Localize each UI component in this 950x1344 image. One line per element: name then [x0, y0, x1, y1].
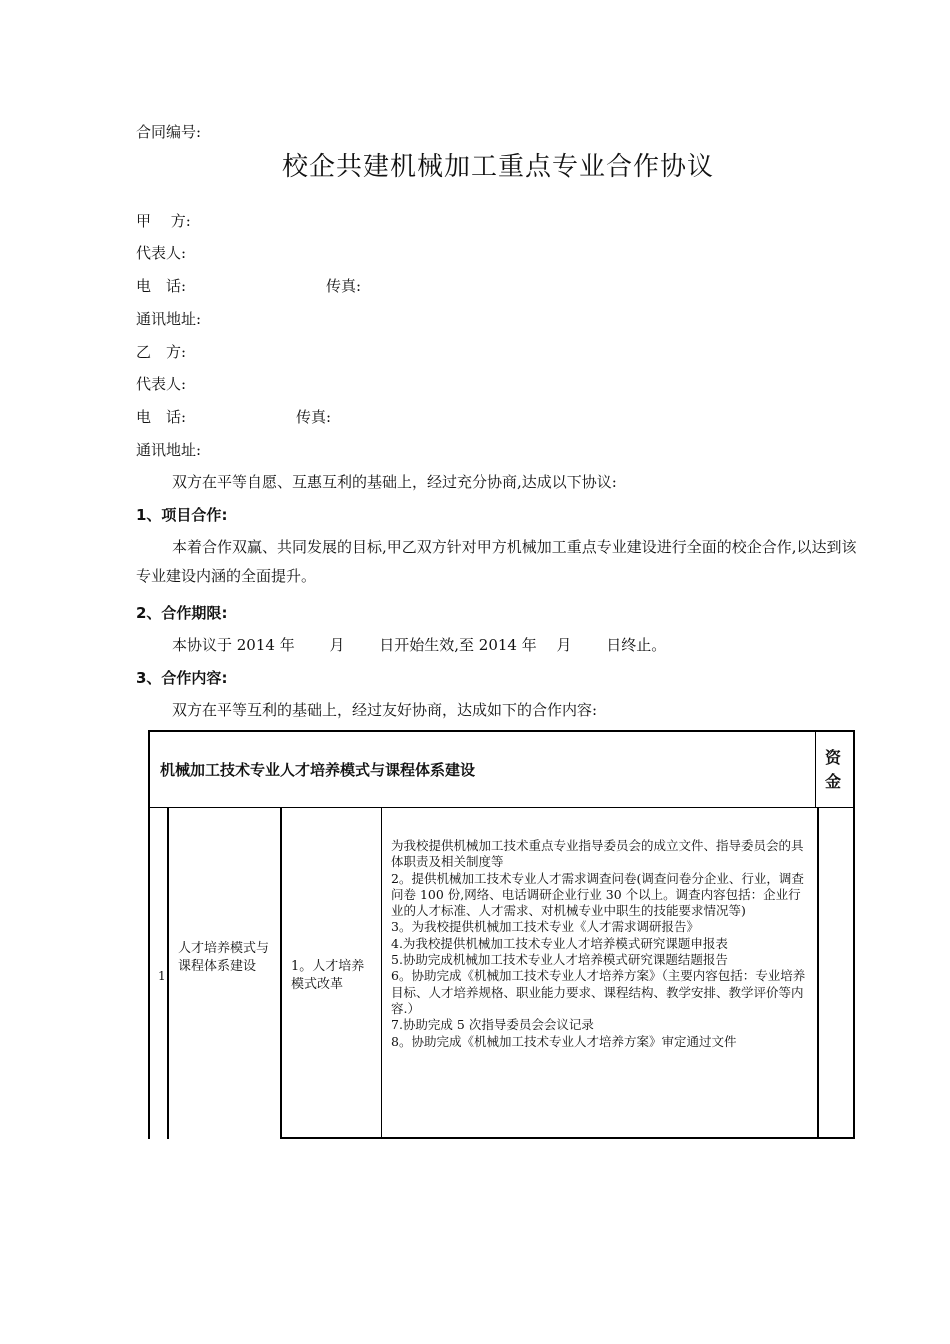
- intro-text: 双方在平等自愿、互惠互利的基础上，经过充分协商,达成以下协议:: [172, 473, 617, 491]
- detail-item: 为我校提供机械加工技术重点专业指导委员会的成立文件、指导委员会的具体职责及相关制度等: [391, 838, 804, 870]
- section-3-heading: 3、合作内容:: [136, 669, 228, 687]
- table-col-divider-2: [280, 807, 282, 1139]
- party-a-label: 甲 方:: [136, 212, 191, 230]
- table-left-border: [148, 730, 150, 1139]
- party-b-address: 通讯地址:: [136, 441, 202, 459]
- detail-item: 3。为我校提供机械加工技术专业《人才需求调研报告》: [391, 919, 699, 935]
- table-header-fund: 资金: [825, 748, 842, 791]
- document-title: 校企共建机械加工重点专业合作协议: [281, 152, 714, 182]
- detail-item: 5.协助完成机械加工技术专业人才培养模式研究课题结题报告: [391, 952, 728, 968]
- party-b-representative: 代表人:: [136, 375, 187, 393]
- table-header-fund-divider: [815, 730, 816, 807]
- detail-item: 8。协助完成《机械加工技术专业人才培养方案》审定通过文件: [391, 1033, 737, 1049]
- table-bottom-border: [280, 1137, 855, 1139]
- details-cell: [391, 838, 811, 1050]
- contract-number-label: 合同编号:: [136, 123, 202, 141]
- detail-item: 4.为我校提供机械加工技术专业人才培养模式研究课题申报表: [391, 935, 728, 951]
- row-number: 1: [158, 969, 166, 983]
- table-col-divider-1: [167, 807, 169, 1139]
- section-2-heading: 2、合作期限:: [136, 604, 228, 622]
- category-cell: 人才培养模式与课程体系建设: [178, 941, 270, 974]
- party-b-fax: 传真:: [296, 408, 332, 426]
- detail-item: 2。提供机械加工技术专业人才需求调查问卷(调查问卷分企业、行业，调查问卷 100 份,网络、电话调研企业行业 30 个以上。调查内容包括：企业行业的人才标准、人才需求、对机械专业中职生的技能要求情况等): [391, 870, 804, 919]
- section-1-heading: 1、项目合作:: [136, 506, 228, 524]
- table-header-divider: [148, 807, 855, 808]
- party-a-fax: 传真:: [326, 277, 362, 295]
- party-a-representative: 代表人:: [136, 244, 187, 262]
- table-right-border: [853, 730, 855, 1139]
- table-col-divider-3: [381, 807, 382, 1139]
- table-top-border: [148, 730, 855, 732]
- table-header-title: 机械加工技术专业人才培养模式与课程体系建设: [160, 761, 476, 779]
- party-b-label: 乙 方:: [136, 343, 187, 361]
- detail-item: 6。协助完成《机械加工技术专业人才培养方案》（主要内容包括：专业培养目标、人才培养规格、职业能力要求、课程结构、教学安排、教学评价等内容.）: [391, 968, 806, 1016]
- section-1-body: 本着合作双赢、共同发展的目标,甲乙双方针对甲方机械加工重点专业建设进行全面的校企合作,以达到该专业建设内涵的全面提升。: [136, 538, 857, 585]
- party-a-address: 通讯地址:: [136, 310, 202, 328]
- party-a-phone: 电 话:: [136, 277, 187, 295]
- section-3-body: 双方在平等互利的基础上，经过友好协商，达成如下的合作内容:: [172, 701, 598, 719]
- section-2-body: 本协议于 2014 年 月 日开始生效,至 2014 年 月 日终止。: [172, 636, 667, 654]
- detail-item: 7.协助完成 5 次指导委员会会议记录: [391, 1017, 594, 1033]
- party-b-phone: 电 话:: [136, 408, 187, 426]
- table-col-divider-4: [817, 807, 819, 1139]
- subitem-cell: 1。人才培养模式改革: [291, 959, 365, 992]
